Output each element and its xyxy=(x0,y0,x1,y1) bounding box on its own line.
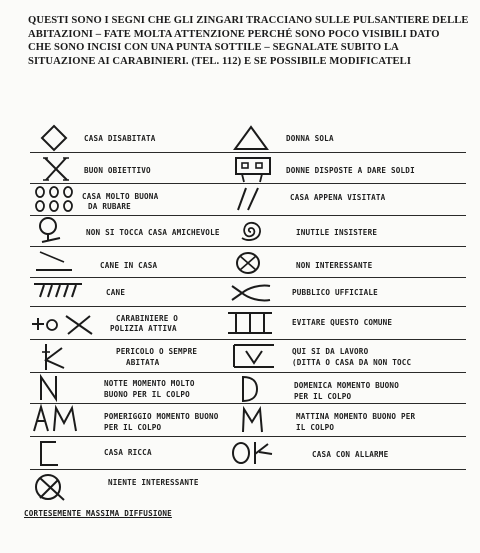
sign-label-domenica: DOMENICA MOMENTO BUONO xyxy=(294,381,399,390)
sign-label-cane-in-casa: CANE IN CASA xyxy=(100,261,158,270)
sign-label-carabiniere: CARABINIERE O xyxy=(116,314,179,323)
header-line: ABITAZIONI – FATE MOLTA ATTENZIONE PERCHÉ SONO POCO VISIBILI DATO xyxy=(28,28,440,40)
sign-label-casa-appena-visitata: CASA APPENA VISITATA xyxy=(290,193,386,202)
bracket-icon xyxy=(38,440,62,472)
sign-label-casa-con-allarme: CASA CON ALLARME xyxy=(312,450,389,459)
header-line: CHE SONO INCISI CON UNA PUNTA SOTTILE – SEGNALATE SUBITO LA xyxy=(28,42,399,54)
sign-label-cane: CANE xyxy=(106,288,126,297)
sign-label-casa-molto-buona: CASA MOLTO BUONA xyxy=(82,192,159,201)
sign-label-non-si-tocca: NON SI TOCCA CASA AMICHEVOLE xyxy=(86,228,220,237)
sign-label-mattina: MATTINA MOMENTO BUONO PER xyxy=(296,412,416,421)
plus-circle-x-icon xyxy=(30,310,100,342)
double-slash-icon xyxy=(236,186,266,218)
letters-am-icon xyxy=(32,405,82,437)
crossed-circle-icon xyxy=(234,250,264,280)
sign-label-donne-disposte: DONNE DISPOSTE A DARE SOLDI xyxy=(286,166,415,175)
sign-label-niente-interessante: NIENTE INTERESSANTE xyxy=(108,478,199,487)
sign-label-inutile-insistere: INUTILE INSISTERE xyxy=(296,228,378,237)
sign-label-pericolo: PERICOLO O SEMPRE xyxy=(116,347,198,356)
sign-label-abitata: ABITATA xyxy=(126,358,160,367)
fish-icon xyxy=(230,282,274,308)
roman-three-icon xyxy=(226,310,276,340)
sign-label-non-interessante: NON INTERESSANTE xyxy=(296,261,373,270)
box-v-icon xyxy=(232,343,276,373)
sign-label-buon-obiettivo: BUON OBIETTIVO xyxy=(84,166,151,175)
sign-label-notte-2: BUONO PER IL COLPO xyxy=(104,390,190,399)
footer-note: CORTESEMENTE MASSIMA DIFFUSIONE xyxy=(24,509,172,518)
sign-label-donna-sola: DONNA SOLA xyxy=(286,134,334,143)
sign-label-evitare: EVITARE QUESTO COMUNE xyxy=(292,318,393,327)
sign-label-polizia-attiva: POLIZIA ATTIVA xyxy=(110,324,177,333)
x-icon xyxy=(42,156,70,186)
header-line: QUESTI SONO I SEGNI CHE GLI ZINGARI TRACCIANO SULLE PULSANTIERE DELLE xyxy=(28,15,469,26)
spiral-icon xyxy=(236,218,266,248)
slash-line-icon xyxy=(34,248,74,280)
triangle-icon xyxy=(232,124,270,156)
circle-cross-icon xyxy=(32,472,68,508)
sign-label-domenica-2: PER IL COLPO xyxy=(294,392,352,401)
ok-icon xyxy=(230,440,276,470)
sign-label-pomeriggio-2: PER IL COLPO xyxy=(104,423,162,432)
diamond-icon xyxy=(38,124,70,156)
k-arrow-icon xyxy=(38,342,68,376)
sign-label-qui-si-da-lavoro: QUI SI DA LAVORO xyxy=(292,347,369,356)
circle-hook-icon xyxy=(36,215,66,249)
sign-label-casa-ricca: CASA RICCA xyxy=(104,448,152,457)
sign-label-notte: NOTTE MOMENTO MOLTO xyxy=(104,379,195,388)
sign-label-da-rubare: DA RUBARE xyxy=(88,202,131,211)
letter-n-icon xyxy=(38,374,60,406)
face-box-icon xyxy=(234,156,274,188)
header-line: SITUAZIONE AI CARABINIERI. (TEL. 112) E SE POSSIBILE MODIFICATELI xyxy=(28,55,412,67)
letter-d-icon xyxy=(240,375,260,407)
sign-label-ditta: (DITTA O CASA DA NON TOCC xyxy=(292,358,412,367)
sign-label-casa-disabitata: CASA DISABITATA xyxy=(84,134,156,143)
sign-label-pomeriggio: POMERIGGIO MOMENTO BUONO xyxy=(104,412,219,421)
zigzag-bar-icon xyxy=(32,281,84,305)
letter-m-icon xyxy=(240,406,266,438)
four-circles-icon xyxy=(32,184,74,218)
sign-label-mattina-2: IL COLPO xyxy=(296,423,335,432)
sign-label-pubblico-ufficiale: PUBBLICO UFFICIALE xyxy=(292,288,378,297)
